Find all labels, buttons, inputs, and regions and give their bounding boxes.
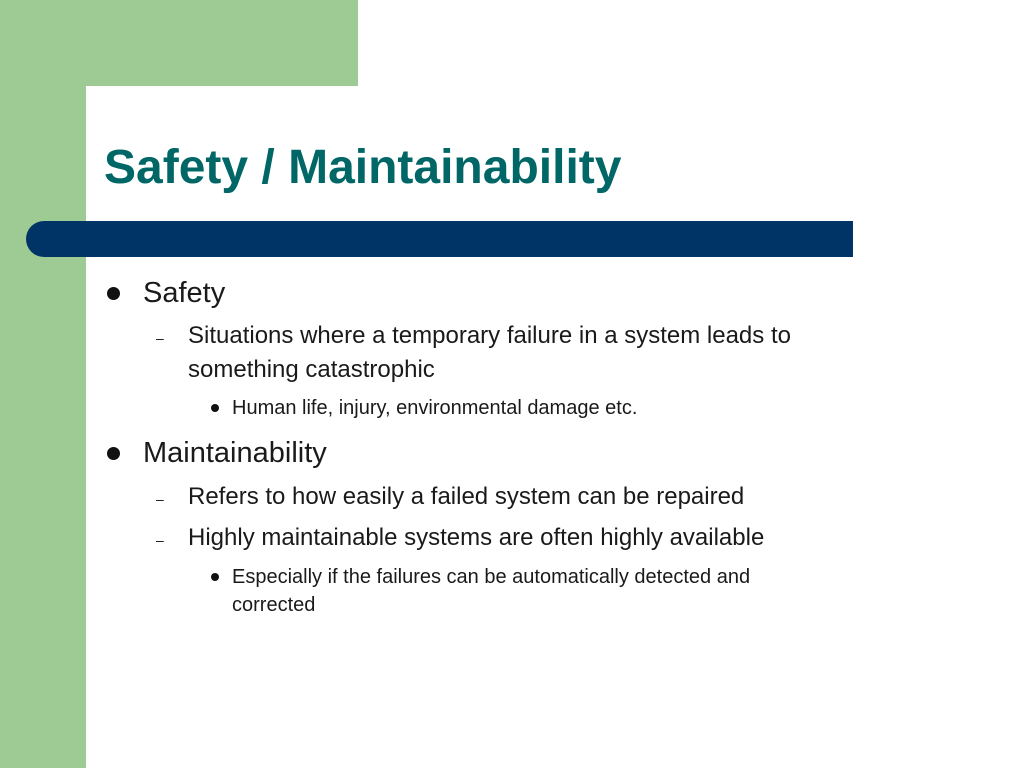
sub-sub-bullet-line: Human life, injury, environmental damage etc. <box>232 397 638 419</box>
sub-bullet-line: Highly maintainable systems are often highly available <box>188 524 765 551</box>
bullet-dot-icon <box>211 404 219 412</box>
sub-sub-bullet-line: corrected <box>232 594 316 616</box>
slide-title: Safety / Maintainability <box>104 141 622 194</box>
title-underline-bar <box>26 221 853 257</box>
dash-marker: – <box>156 491 164 507</box>
sub-bullet-line: Refers to how easily a failed system can be repaired <box>188 483 745 510</box>
dash-marker: – <box>156 532 164 548</box>
sub-sub-bullet-line: Especially if the failures can be automatically detected and <box>232 566 751 588</box>
bullet-dot-icon <box>211 573 219 581</box>
dash-marker: – <box>156 330 164 346</box>
sub-bullet-line: something catastrophic <box>188 356 435 383</box>
sub-bullet-line: Situations where a temporary failure in a system leads to <box>188 322 791 349</box>
bullet-heading: Safety <box>143 277 226 309</box>
bullet-heading: Maintainability <box>143 437 327 469</box>
bullet-dot-icon <box>107 287 120 300</box>
bullet-dot-icon <box>107 447 120 460</box>
decorative-green-band-left <box>0 0 86 768</box>
